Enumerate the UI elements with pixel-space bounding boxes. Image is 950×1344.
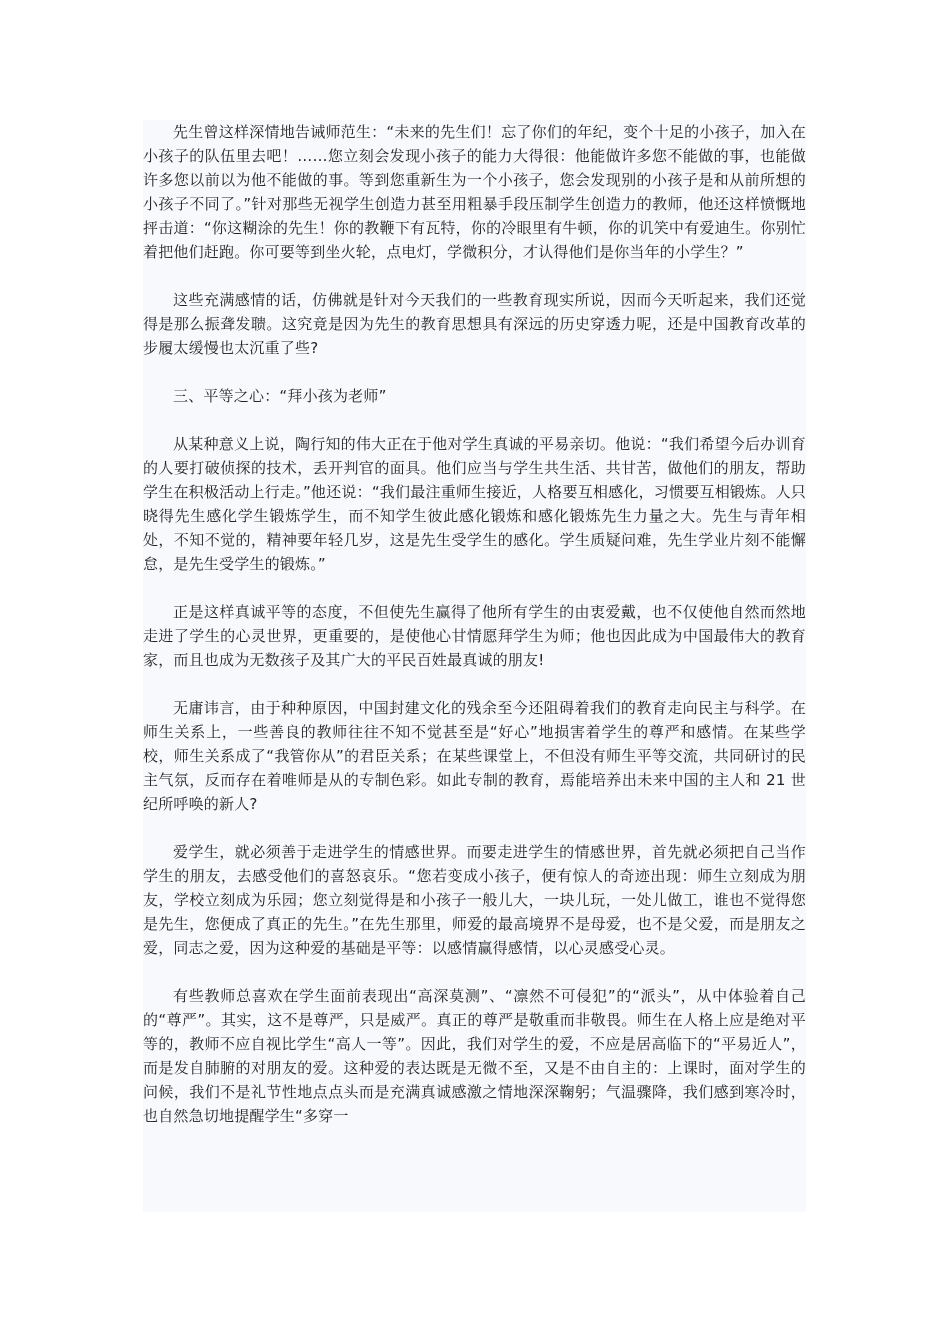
article-body xyxy=(143,120,806,1212)
paragraph-1: 先生曾这样深情地告诫师范生：“未来的先生们！忘了你们的年纪，变个十足的小孩子，加入在小孩子的队伍里去吧！……您立刻会发现小孩子的能力大得很：他能做许多您不能做的事，也能做许多您以前以为他不能做的事。等到您重新生为一个小孩子，您会发现别的小孩子是和从前所想的小孩子不同了。”针对那些无视学生创造力甚至用粗暴手段压制学生创造力的教师，他还这样愤慨地抨击道：“你这糊涂的先生！你的教鞭下有瓦特，你的冷眼里有牛顿，你的讥笑中有爱迪生。你别忙着把他们赶跑。你可要等到坐火轮，点电灯，学微积分，才认得他们是你当年的小学生？” xyxy=(143,123,806,261)
paragraph-2: 这些充满感情的话，仿佛就是针对今天我们的一些教育现实所说，因而今天听起来，我们还觉得是那么振聋发聩。这究竟是因为先生的教育思想具有深远的历史穿透力呢，还是中国教育改革的步履太缓慢也太沉重了些? xyxy=(143,291,806,357)
paragraph-6: 爱学生，就必须善于走进学生的情感世界。而要走进学生的情感世界，首先就必须把自己当作学生的朋友，去感受他们的喜怒哀乐。“您若变成小孩子，便有惊人的奇迹出现：师生立刻成为朋友，学校立刻成为乐园；您立刻觉得是和小孩子一般儿大，一块儿玩，一处儿做工，谁也不觉得您是先生，您便成了真正的先生。”在先生那里，师爱的最高境界不是母爱，也不是父爱，而是朋友之爱，同志之爱，因为这种爱的基础是平等：以感情赢得感情，以心灵感受心灵。 xyxy=(143,843,806,957)
paragraph-4: 正是这样真诚平等的态度，不但使先生赢得了他所有学生的由衷爱戴，也不仅使他自然而然地走进了学生的心灵世界，更重要的，是使他心甘情愿拜学生为师；他也因此成为中国最伟大的教育家，而且也成为无数孩子及其广大的平民百姓最真诚的朋友! xyxy=(143,603,806,669)
paragraph-7: 有些教师总喜欢在学生面前表现出“高深莫测”、“凛然不可侵犯”的“派头”，从中体验着自己的“尊严”。其实，这不是尊严，只是威严。真正的尊严是敬重而非敬畏。师生在人格上应是绝对平等的，教师不应自视比学生“高人一等”。因此，我们对学生的爱，不应是居高临下的“平易近人”，而是发自肺腑的对朋友的爱。这种爱的表达既是无微不至，又是不由自主的：上课时，面对学生的问候，我们不是礼节性地点点头而是充满真诚感激之情地深深鞠躬；气温骤降，我们感到寒冷时，也自然急切地提醒学生“多穿一 xyxy=(143,987,806,1125)
paragraph-5: 无庸讳言，由于种种原因，中国封建文化的残余至今还阻碍着我们的教育走向民主与科学。在师生关系上，一些善良的教师往往不知不觉甚至是“好心”地损害着学生的尊严和感情。在某些学校，师生关系成了“我管你从”的君臣关系；在某些课堂上，不但没有师生平等交流，共同研讨的民主气氛，反而存在着唯师是从的专制色彩。如此专制的教育，焉能培养出未来中国的主人和 21 世纪所呼唤的新人? xyxy=(143,699,806,813)
paragraph-3: 从某种意义上说，陶行知的伟大正在于他对学生真诚的平易亲切。他说：“我们希望今后办训育的人要打破侦探的技术，丢开判官的面具。他们应当与学生共生活、共甘苦，做他们的朋友，帮助学生在积极活动上行走。”他还说：“我们最注重师生接近，人格要互相感化，习惯要互相锻炼。人只晓得先生感化学生锻炼学生，而不知学生彼此感化锻炼和感化锻炼先生力量之大。先生与青年相处，不知不觉的，精神要年轻几岁，这是先生受学生的感化。学生质疑问难，先生学业片刻不能懈怠，是先生受学生的锻炼。” xyxy=(143,435,806,573)
section-heading: 三、平等之心：“拜小孩为老师” xyxy=(173,387,387,405)
